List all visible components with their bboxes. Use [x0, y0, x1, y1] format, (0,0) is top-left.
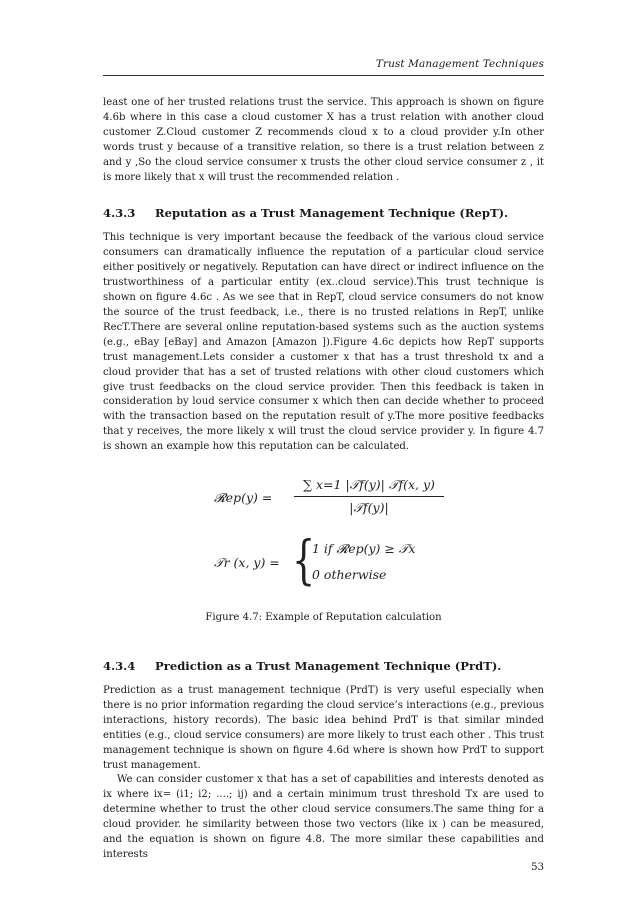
page-body [103, 96, 544, 863]
prediction-paragraph-1: Prediction as a trust management technique (PrdT) is very useful especially when there is no prior information regarding the cloud service’s interactions (e.g., previous interactions, history records). The basic idea behind PrdT is that similar minded entities (e.g., cloud service consumers) are more likely to trust each other . This trust management technique is shown on figure 4.6d where is shown how PrdT to support trust management. [103, 685, 544, 771]
fraction-denominator: |𝒯f(y)| [349, 500, 389, 516]
header-rule [103, 75, 544, 76]
equation-case-1: 1 if 𝓡ep(y) ≥ 𝒯x [312, 541, 416, 557]
fraction-bar [294, 496, 444, 497]
fraction-numerator: ∑ x=1 |𝒯f(y)| 𝒯f(x, y) [303, 477, 435, 493]
intro-paragraph: least one of her trusted relations trust the service. This approach is shown on figure 4.6b where in this case a cloud customer X has a trust relation with another cloud customer Z.Cloud customer Z recommends cloud x to a cloud provider y.In other words trust y because of a transitive relation, so there is a trust relation between z and y ,So the cloud service consumer x trusts the other cloud service consumer z , it is more likely that x will trust the recommended relation . [103, 97, 544, 183]
figure-4-7 [103, 475, 544, 593]
equation-lhs: 𝒯r (x, y) = [214, 555, 280, 571]
figure-caption: Figure 4.7: Example of Reputation calculation [205, 612, 442, 624]
section-number: 4.3.3 [103, 206, 136, 221]
prediction-paragraph-2: We can consider customer x that has a set of capabilities and interests denoted as ix where ix= (i1; i2; ....; ij) and a certain minimum trust threshold Tx are used to determine whether to trust the other cloud service consumers.The same thing for a cloud provider. he similarity between those two vectors (like ix ) can be measured, and the equation is shown on figure 4.8. The more similar these capabilities and interests [103, 774, 544, 860]
running-head: Trust Management Techniques [375, 58, 544, 70]
section-title: Reputation as a Trust Management Technique (RepT). [155, 206, 509, 221]
section-number: 4.3.4 [103, 659, 136, 674]
trust-result-equation [214, 531, 494, 593]
reputation-equation [214, 475, 454, 525]
equation-fraction [294, 475, 444, 518]
equation-case-2: 0 otherwise [312, 567, 387, 583]
section-heading-434 [103, 658, 544, 674]
section-heading-433 [103, 205, 544, 221]
page-number: 53 [531, 862, 544, 873]
section-title: Prediction as a Trust Management Technique (PrdT). [155, 659, 502, 674]
reputation-paragraph: This technique is very important because the feedback of the various cloud service consumers can dramatically influence the reputation of a particular cloud service either positively or negatively. Reputation can have direct or indirect influence on the trustworthiness of a particular entity (ex..cloud service).This trust technique is shown on figure 4.6c . As we see that in RepT, cloud service consumers do not know the source of the trust feedback, i.e., there is no trusted relations in RepT, unlike RecT.There are several online reputation-based systems such as the auction systems (e.g., eBay [eBay] and Amazon [Amazon ]).Figure 4.6c depicts how RepT supports trust management.Lets consider a customer x that has a trust threshold tx and a cloud provider that has a set of trusted relations with other cloud customers which give trust feedbacks on the cloud service provider. Then this feedback is taken in consideration by loud service consumer x which then can decide whether to proceed with the transaction based on the reputation result of y.The more positive feedbacks that y receives, the more likely x will trust the cloud service provider y. In figure 4.7 is shown an example how this reputation can be calculated. [103, 232, 544, 453]
equation-lhs: 𝓡ep(y) = [214, 490, 273, 506]
left-brace: { [292, 531, 316, 592]
